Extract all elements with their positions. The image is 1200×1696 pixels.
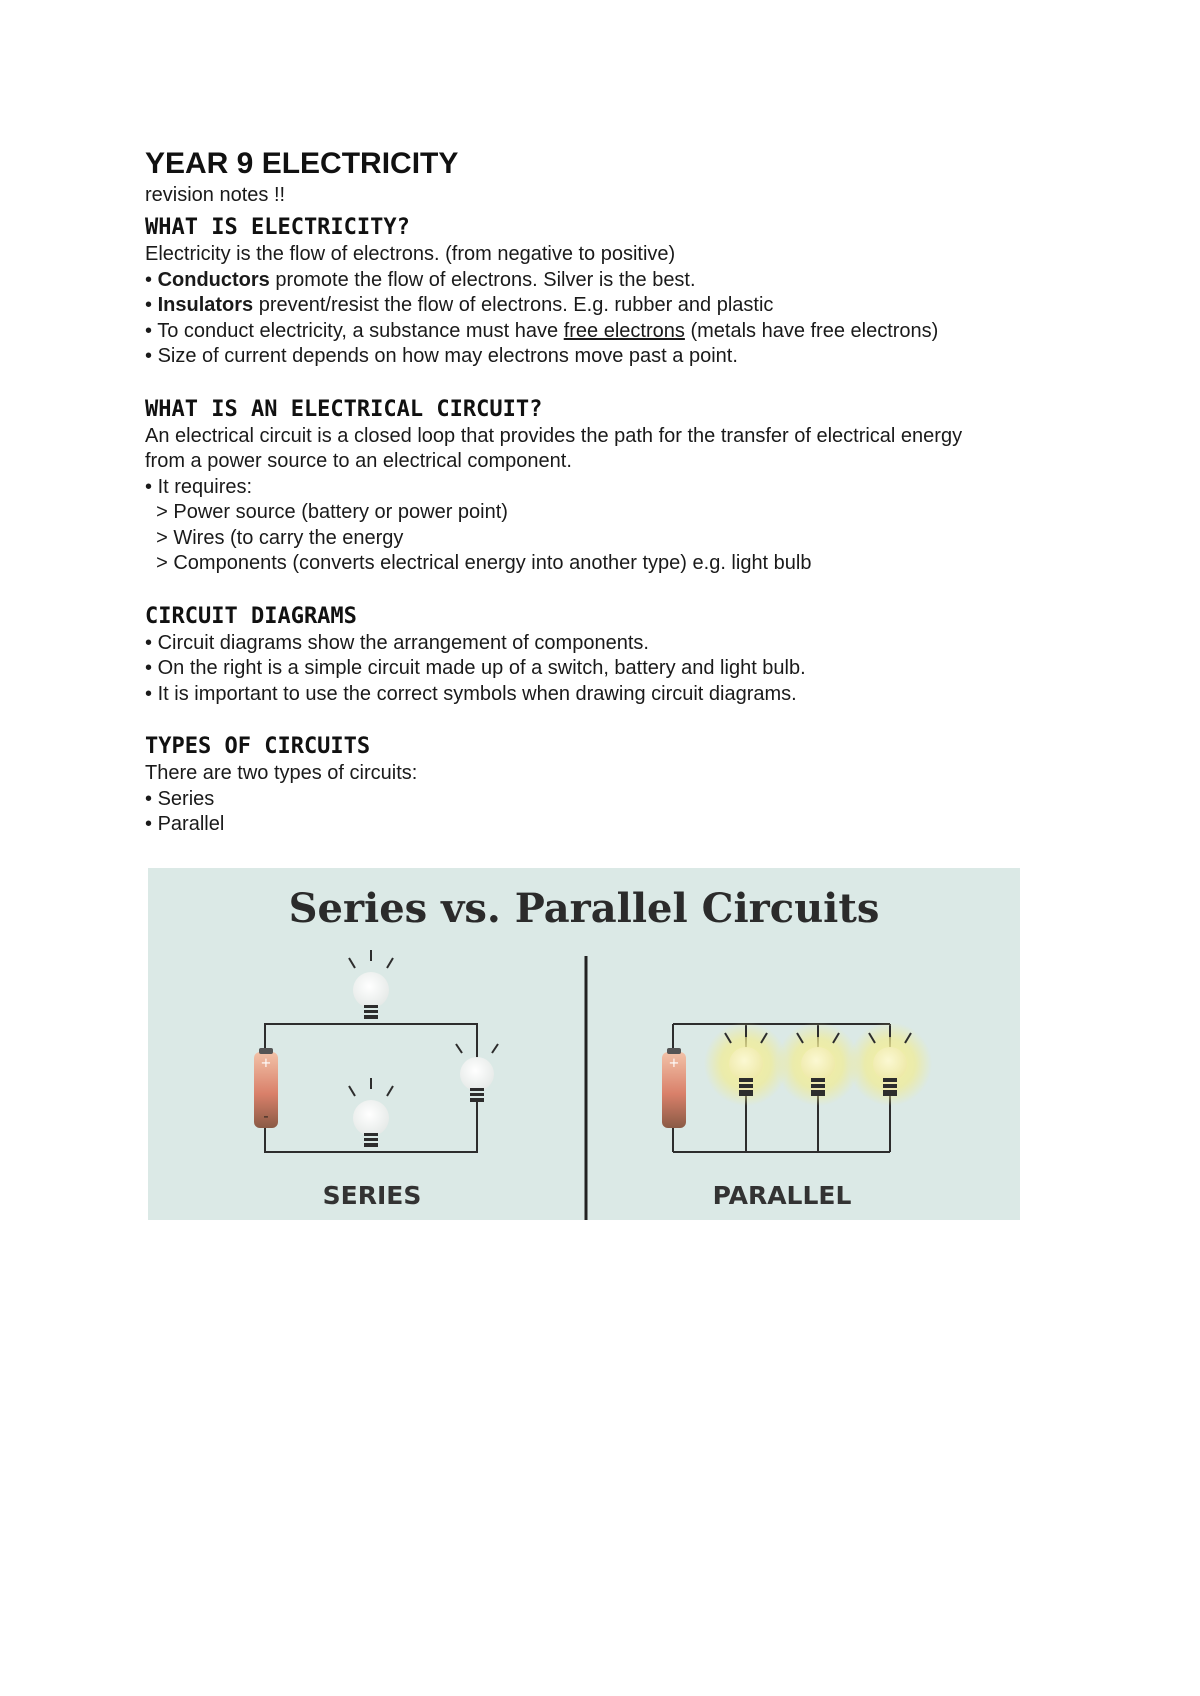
diagrams-text-2: On the right is a simple circuit made up of a switch, battery and light bulb. [157, 657, 806, 679]
bullet: • [145, 787, 153, 810]
diagrams-text-1: Circuit diagrams show the arrangement of components. [157, 631, 649, 654]
label-parallel: PARALLEL [712, 1181, 852, 1210]
circuit-definition-line-1: An electrical circuit is a closed loop that provides the path for the transfer of electrical energy [145, 424, 963, 447]
bullet: • [145, 682, 153, 705]
section-heading-diagrams: CIRCUIT DIAGRAMS [145, 603, 357, 629]
bullet: • [145, 294, 153, 316]
section-heading-electricity: WHAT IS ELECTRICITY? [145, 215, 410, 240]
battery-minus-sign: - [263, 1107, 269, 1125]
document-subtitle: revision notes !! [145, 184, 286, 206]
bullet-insulators [145, 293, 1095, 319]
series-text: Series [157, 787, 215, 810]
bullet: • [145, 813, 153, 835]
section-gap [145, 370, 1095, 396]
parallel-text: Parallel [157, 813, 225, 835]
free-electrons-pre: To conduct electricity, a substance must have [157, 319, 564, 342]
series-battery [254, 1048, 278, 1128]
conductors-text: promote the flow of electrons. Silver is the best. [269, 268, 696, 291]
term-conductors: Conductors [157, 268, 270, 291]
circuit-definition-line-2: from a power source to an electrical component. [145, 450, 572, 472]
requires-text: It requires: [157, 475, 253, 498]
bullet-diagrams-1 [145, 631, 1095, 657]
series-bulb-bottom [349, 1078, 393, 1147]
bullet: • [145, 319, 153, 342]
battery-plus-sign: + [668, 1056, 680, 1071]
battery-plus-sign: + [260, 1056, 272, 1071]
circuits-illustration [148, 868, 1020, 1220]
document-title: YEAR 9 ELECTRICITY [145, 147, 459, 180]
bullet-parallel [145, 812, 1095, 838]
requirement-wires [145, 526, 1095, 552]
bullet-diagrams-2 [145, 656, 1095, 682]
requirement-components [145, 551, 1095, 577]
bullet-series [145, 787, 1095, 813]
bullet: • [145, 631, 153, 654]
parallel-bulb-3 [848, 1022, 932, 1106]
bullet-current-size [145, 344, 1095, 370]
series-vs-parallel-figure [148, 868, 1020, 1220]
bullet: • [145, 345, 153, 367]
requirement-power-source-text: > Power source (battery or power point) [156, 501, 508, 523]
series-bulb-right [456, 1036, 498, 1102]
section-heading-types: TYPES OF CIRCUITS [145, 734, 371, 759]
parallel-battery [662, 1048, 686, 1128]
current-size-text: Size of current depends on how may electrons move past a point. [157, 345, 738, 367]
term-free-electrons: free electrons [563, 319, 685, 342]
electricity-intro: Electricity is the flow of electrons. (from negative to positive) [145, 243, 676, 265]
section-gap [145, 707, 1095, 733]
parallel-bulb-2 [776, 1022, 860, 1106]
bullet-diagrams-3 [145, 682, 1095, 708]
section-heading-circuit: WHAT IS AN ELECTRICAL CIRCUIT? [145, 396, 543, 422]
bullet: • [145, 475, 153, 498]
requirement-components-text: > Components (converts electrical energy into another type) e.g. light bulb [156, 552, 812, 574]
bullet-free-electrons [145, 319, 1095, 345]
text-content [145, 146, 1095, 838]
types-intro: There are two types of circuits: [145, 762, 418, 784]
bullet-requires [145, 475, 1095, 501]
bullet: • [145, 268, 153, 291]
section-gap [145, 577, 1095, 603]
free-electrons-post: (metals have free electrons) [684, 319, 939, 342]
bullet-conductors [145, 268, 1095, 294]
parallel-bulb-1 [704, 1022, 788, 1106]
diagrams-text-3: It is important to use the correct symbols when drawing circuit diagrams. [157, 682, 797, 705]
requirement-power-source [145, 500, 1095, 526]
series-bulb-top [349, 950, 393, 1019]
figure-title: Series vs. Parallel Circuits [288, 885, 880, 932]
term-insulators: Insulators [157, 294, 254, 316]
insulators-text: prevent/resist the flow of electrons. E.g. rubber and plastic [253, 294, 774, 316]
label-series: SERIES [322, 1181, 422, 1210]
requirement-wires-text: > Wires (to carry the energy [156, 526, 404, 549]
bullet: • [145, 657, 153, 679]
